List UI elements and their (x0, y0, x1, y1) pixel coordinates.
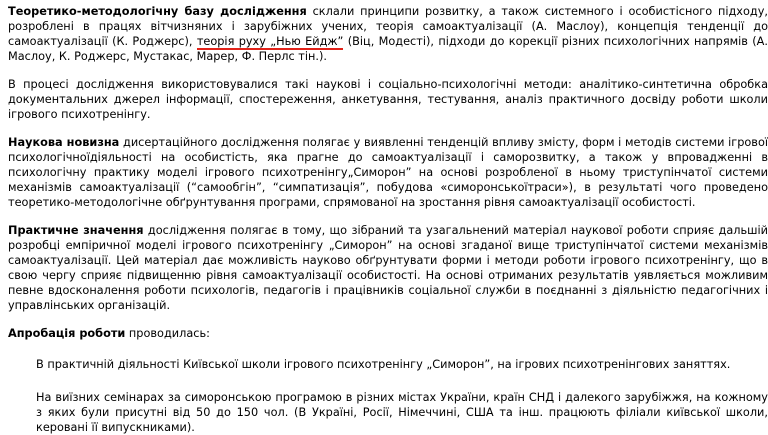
paragraph-scientific-novelty (8, 135, 768, 210)
text-theoretical-basis-a: склали принципи розвитку, а також системного і особистісного підходу, розроблені в працях вітчизняних і зарубіжних учених, теорія самоактуалізації (А. Маслоу), концепція тенденції до самоактуалізації (К. Роджерс), (8, 5, 768, 48)
heading-practical-value: Практичне значення (8, 224, 144, 237)
text-methods: В процесі дослідження використовувалися такі наукові і соціально-психологічні методи: аналітико-синтетична обробка документальних джерел інформації, спостереження, анкетування, тестування, аналіз практичного досвіду роботи школи ігрового психотренінгу. (8, 78, 768, 121)
paragraph-theoretical-basis (8, 4, 768, 64)
paragraph-practical-value (8, 223, 768, 313)
text-approbation-seminars: На виїзних семінарах за симоронською програмою в різних містах України, країн СНД і далекого зарубіжжя, на кожному з яких були присутні від 50 до 150 чол. (В Україні, Росії, Німеччині, США та інш. працюють філіали київської школи, керовані її випускниками). (36, 391, 768, 434)
text-practical-value: дослідження полягає в тому, що зібраний та узагальнений матеріал наукової роботи сприяє дальшій розробці емпіричної моделі ігрового психотренінгу „Симорон” на основі згаданої вище триступінчатої системи механізмів самоактуалізації. Цей матеріал дає можливість науково обґрунтувати форми і методи роботи ігрового психотренінгу, що в свою чергу сприяє підвищенню рівня самоактуалізації особистості. На основі отриманих результатів уявляється можливим певне вдосконалення роботи психологів, педагогів і працівників соціальної служби в поєднанні з діяльністю педагогічних і управлінських організацій. (8, 224, 768, 312)
text-approbation-practice: В практичній діяльності Київської школи ігрового психотренінгу „Симорон”, на ігрових психотренінгових заняттях. (36, 358, 731, 371)
paragraph-methods (8, 77, 768, 122)
heading-scientific-novelty: Наукова новизна (8, 136, 120, 149)
heading-theoretical-basis: Теоретико-методологічну базу дослідження (8, 5, 307, 18)
paragraph-approbation (8, 326, 768, 341)
text-theoretical-basis-b: (Віц, Модесті), підходи до корекції різних психологічних напрямів (А. Маслоу, К. Роджерс, Мустакас, Марер, Ф. Перлс тін.). (8, 35, 768, 63)
approbation-item-seminars (8, 390, 768, 435)
approbation-item-practice (8, 357, 768, 372)
underlined-new-age-theory: теорія руху „Нью Ейдж” (196, 35, 344, 48)
text-scientific-novelty: дисертаційного дослідження полягає у виявленні тенденцій впливу змісту, форм і методів системи ігрової психологічноїдіяльності на особистість, яка прагне до самоактуалізації і саморозвитку, а також у впровадженні в психологічну практику моделі ігрового психотренінгу„Симорон” на основі розробленої в ньому триступінчатої системи механізмів самоактуалізації (“самообгін”, “симпатизація”, побудова «симоронськоїтраси»), в результаті чого проведено теоретико-методологічне обґрунтування програми, спрямованої на зростання рівня самоактуалізації особистості. (8, 136, 768, 209)
text-approbation: проводилась: (125, 327, 210, 340)
heading-approbation: Апробація роботи (8, 327, 126, 340)
